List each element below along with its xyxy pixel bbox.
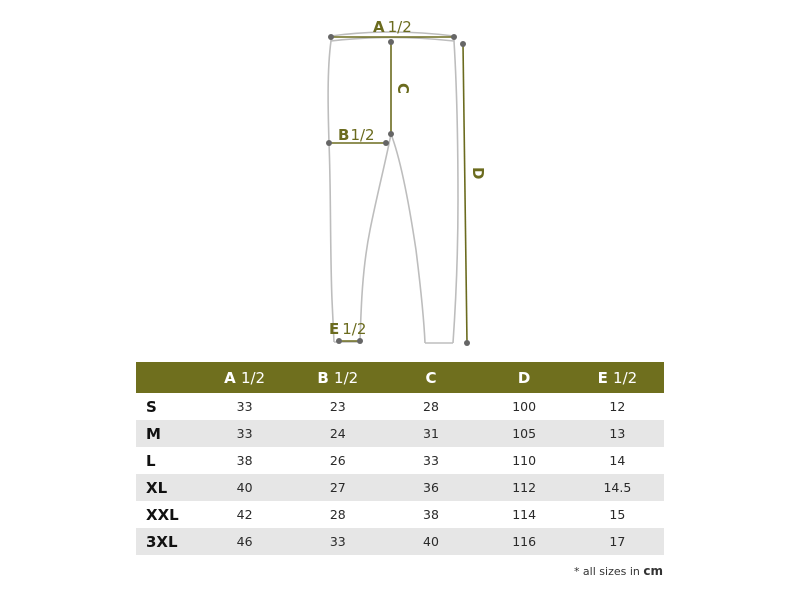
value-e: 14.5 [603, 480, 632, 495]
value-a: 40 [236, 480, 253, 495]
label-b: B1/2 [338, 126, 375, 144]
trousers-outline [328, 32, 458, 343]
size-label: 3XL [146, 532, 178, 551]
value-d: 105 [512, 426, 537, 441]
size-table-header [136, 362, 664, 393]
right-leg-outline [453, 41, 458, 343]
value-d: 112 [512, 480, 537, 495]
value-a: 33 [236, 399, 253, 414]
value-e: 12 [609, 399, 626, 414]
value-b: 24 [329, 426, 346, 441]
endpoint-c-bottom [388, 131, 394, 137]
value-c: 33 [423, 453, 439, 468]
value-e: 14 [609, 453, 626, 468]
value-d: 100 [512, 399, 537, 414]
value-d: 110 [512, 453, 537, 468]
value-e: 13 [609, 426, 626, 441]
table-row [136, 501, 664, 528]
endpoint-d-bottom [464, 340, 470, 346]
endpoint-c-top [388, 39, 394, 45]
value-d: 114 [512, 507, 537, 522]
header-e: E 1/2 [597, 368, 638, 387]
endpoint-e-left [336, 338, 342, 344]
table-row [136, 393, 664, 420]
endpoint-a-left [328, 34, 334, 40]
right-inner-leg-outline [391, 134, 425, 343]
table-row [136, 474, 664, 501]
footnote-text: * all sizes in [573, 565, 644, 578]
table-row [136, 528, 664, 555]
header-a: A 1/2 [224, 368, 266, 387]
table-row [136, 420, 664, 447]
footnote-unit: cm [643, 564, 663, 578]
value-b: 27 [329, 480, 346, 495]
value-a: 33 [236, 426, 253, 441]
endpoint-d-top [460, 41, 466, 47]
left-leg-outline [328, 41, 334, 342]
size-label: L [146, 451, 156, 470]
units-footnote [574, 564, 663, 578]
size-label: S [146, 397, 157, 416]
header-c: C [425, 368, 437, 387]
endpoint-b-right [383, 140, 389, 146]
endpoint-b-left [326, 140, 332, 146]
value-c: 31 [423, 426, 439, 441]
table-row [136, 447, 664, 474]
value-a: 42 [236, 507, 253, 522]
endpoint-a-right [451, 34, 457, 40]
endpoint-e-right [357, 338, 363, 344]
size-label: XL [146, 478, 168, 497]
value-b: 26 [329, 453, 346, 468]
measurement-endpoints [326, 34, 470, 346]
label-d: D [469, 167, 487, 180]
header-b: B 1/2 [317, 368, 359, 387]
value-c: 28 [423, 399, 439, 414]
size-table [136, 362, 664, 555]
size-label: M [146, 424, 161, 443]
value-e: 17 [609, 534, 626, 549]
left-inner-leg-outline [360, 134, 391, 342]
measure-line-d [463, 44, 467, 343]
size-label: XXL [146, 505, 179, 524]
header-d: D [517, 368, 531, 387]
label-c: C [394, 83, 412, 95]
value-c: 36 [423, 480, 439, 495]
value-c: 40 [423, 534, 439, 549]
label-a: A 1/2 [373, 18, 412, 36]
label-e: E 1/2 [329, 320, 367, 338]
value-b: 23 [329, 399, 346, 414]
value-e: 15 [609, 507, 626, 522]
header-size [136, 362, 198, 393]
value-b: 28 [329, 507, 346, 522]
value-a: 46 [236, 534, 253, 549]
value-d: 116 [512, 534, 537, 549]
value-b: 33 [329, 534, 346, 549]
value-a: 38 [236, 453, 253, 468]
value-c: 38 [423, 507, 439, 522]
size-table-body [136, 393, 664, 555]
